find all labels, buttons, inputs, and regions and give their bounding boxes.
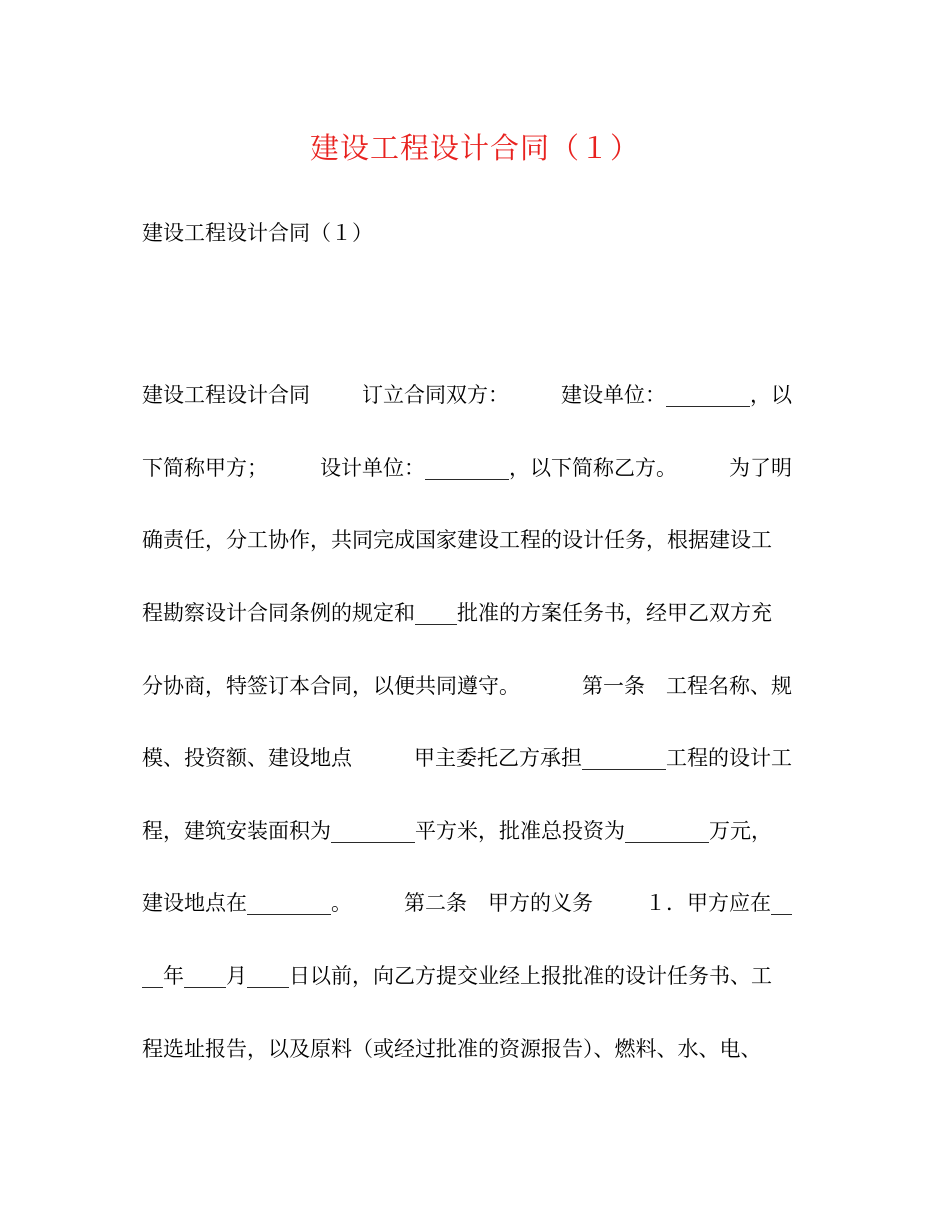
body-line: [142, 648, 792, 721]
body-line: [142, 358, 792, 431]
line-segment: 程勘察设计合同条例的规定和____批准的方案任务书，经甲乙双方充: [142, 601, 772, 626]
document-subtitle: 建设工程设计合同（１）: [142, 221, 373, 245]
line-segment: 甲主委托乙方承担________工程的设计工: [414, 746, 792, 771]
line-segment: 分协商，特签订本合同，以便共同遵守。: [142, 673, 520, 698]
line-segment: __年____月____日以前，向乙方提交业经上报批准的设计任务书、工: [142, 964, 772, 989]
body-line: [142, 503, 792, 576]
line-segment: 模、投资额、建设地点: [142, 746, 352, 771]
body-line: [142, 866, 792, 939]
body-line: [142, 721, 792, 794]
body-line: [142, 576, 792, 649]
document-body: [142, 358, 792, 1084]
line-segment: 下简称甲方；: [142, 455, 268, 480]
line-segment: 设计单位：________，以下简称乙方。: [320, 455, 677, 480]
body-line: [142, 431, 792, 504]
line-segment: 订立合同双方：: [362, 383, 509, 408]
line-segment: 建设工程设计合同: [142, 383, 310, 408]
line-segment: 第一条 工程名称、规: [582, 673, 792, 698]
line-segment: 建设单位：________，以: [561, 383, 792, 408]
line-segment: 建设地点在________。: [142, 891, 352, 916]
line-segment: １．甲方应在__: [645, 891, 792, 916]
line-segment: 程，建筑安装面积为________平方米，批准总投资为________万元，: [142, 818, 772, 843]
line-segment: 第二条 甲方的义务: [404, 891, 593, 916]
document-title: 建设工程设计合同（１）: [309, 131, 640, 165]
line-segment: 程选址报告，以及原料（或经过批准的资源报告）、燃料、水、电、: [142, 1036, 762, 1061]
body-line: [142, 794, 792, 867]
line-segment: 确责任，分工协作，共同完成国家建设工程的设计任务，根据建设工: [142, 528, 772, 553]
line-segment: 为了明: [729, 455, 792, 480]
body-line: [142, 939, 792, 1012]
body-line: [142, 1011, 792, 1084]
